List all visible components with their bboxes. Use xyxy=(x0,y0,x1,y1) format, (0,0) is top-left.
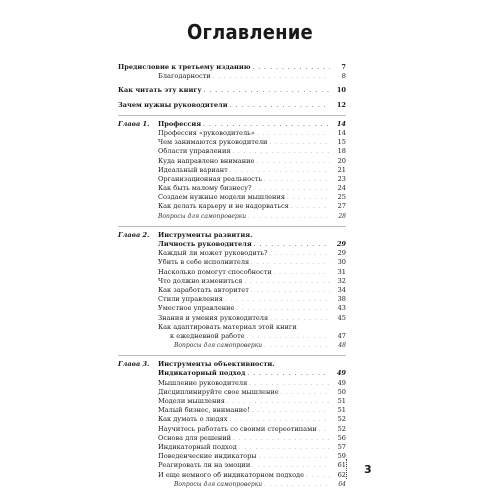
page-number: 3 xyxy=(364,463,372,476)
review-questions-entry xyxy=(118,341,346,350)
toc-entry-label: Реагировать ли на эмоции xyxy=(158,461,251,470)
toc-entry xyxy=(118,323,346,332)
chapter-title: Инструменты объективности. xyxy=(158,360,275,369)
toc-entry xyxy=(118,434,346,443)
toc-entry-label: Научитесь работать со своими стереотипами xyxy=(158,424,317,433)
toc-entry xyxy=(118,72,346,81)
chapter-heading xyxy=(118,120,346,129)
toc-entry xyxy=(118,138,346,147)
chapter-heading-cont xyxy=(118,240,346,249)
toc-entry-label: к ежедневной работе xyxy=(170,331,245,340)
toc-entry-page: 51 xyxy=(337,397,346,405)
toc-entry-page: 24 xyxy=(337,184,346,193)
toc-entry-label: Убить в себе исполнителя xyxy=(158,258,250,267)
toc-entry xyxy=(118,249,346,258)
toc-entry-page: 8 xyxy=(341,72,346,81)
chapter-number: Глава 1. xyxy=(118,119,150,128)
toc-entry xyxy=(118,471,346,480)
toc-entry-page: 25 xyxy=(337,193,346,202)
chapter-page: 29 xyxy=(336,240,346,248)
review-questions-entry xyxy=(118,480,346,489)
chapter-page: 14 xyxy=(336,119,346,128)
toc-entry xyxy=(118,129,346,138)
toc-entry-page: 52 xyxy=(337,424,346,433)
toc-entry xyxy=(118,295,346,304)
toc-entry-page: 48 xyxy=(338,342,346,350)
toc-entry-page: 43 xyxy=(337,304,346,313)
toc-entry-label: Профессия «руководитель» xyxy=(158,128,255,137)
toc-entry xyxy=(118,147,346,156)
toc-entry xyxy=(118,461,346,470)
toc-entry-page: 59 xyxy=(337,452,346,461)
chapter-heading xyxy=(118,360,346,369)
toc-entry-label: Как заработать авторитет xyxy=(158,285,249,294)
toc-entry xyxy=(118,443,346,452)
toc-entry-label: Знания и умения руководителя xyxy=(158,313,269,322)
toc-entry xyxy=(118,388,346,397)
toc-entry-label: Основа для решений xyxy=(158,433,232,442)
toc-entry-label: Мышление руководителя xyxy=(158,378,248,387)
toc-entry xyxy=(118,193,346,202)
toc-entry-label: Насколько помогут способности xyxy=(158,267,272,276)
toc-entry-label: Вопросы для самопроверки xyxy=(174,342,263,350)
toc-entry-page: 15 xyxy=(337,138,346,147)
toc-entry-label: Куда направлено внимание xyxy=(158,156,255,165)
toc-entry xyxy=(118,175,346,184)
toc-entry-page: 23 xyxy=(337,174,346,183)
toc-entry xyxy=(118,406,346,415)
toc-entry-page: 14 xyxy=(337,128,346,137)
review-questions-entry xyxy=(118,212,346,221)
toc-entry-label: Зачем нужны руководители xyxy=(118,100,228,109)
toc-entry xyxy=(118,452,346,461)
table-of-contents xyxy=(118,63,346,489)
toc-entry-label: Вопросы для самопроверки xyxy=(174,480,263,488)
toc-entry-label: Предисловие к третьему изданию xyxy=(118,63,251,71)
toc-entry-label: Как думать о людях xyxy=(158,415,228,424)
toc-entry-label: Вопросы для самопроверки xyxy=(158,212,247,220)
chapter-number: Глава 3. xyxy=(118,360,150,369)
toc-entry-page: 64 xyxy=(338,480,346,488)
toc-entry-page: 45 xyxy=(337,313,346,322)
toc-entry xyxy=(118,397,346,406)
edge-marker xyxy=(346,459,348,479)
toc-entry-label: Малый бизнес, внимание! xyxy=(158,406,250,415)
toc-entry-page: 28 xyxy=(338,212,346,220)
chapter-title-cont: Индикаторный подход xyxy=(158,369,246,378)
dot-leader xyxy=(213,73,330,82)
toc-entry-page: 31 xyxy=(337,267,346,276)
toc-entry-label: Модели мышления xyxy=(158,397,225,405)
toc-entry-label: Дисциплинируйте свое мышление xyxy=(158,387,279,396)
toc-entry-page: 38 xyxy=(337,295,346,304)
toc-entry-page: 57 xyxy=(337,442,346,451)
toc-entry-page: 51 xyxy=(337,406,346,415)
chapter-page: 49 xyxy=(336,369,346,378)
toc-entry-page: 18 xyxy=(337,147,346,156)
chapter-title: Инструменты развития. xyxy=(158,230,253,239)
toc-entry-label: Идеальный вариант xyxy=(158,165,228,174)
toc-entry-page: 56 xyxy=(337,433,346,442)
toc-entry-page: 62 xyxy=(337,470,346,479)
toc-entry-label: Как читать эту книгу xyxy=(118,86,202,95)
toc-entry-page: 50 xyxy=(337,387,346,396)
toc-entry-page: 29 xyxy=(337,249,346,258)
toc-entry-page: 12 xyxy=(336,100,346,109)
chapter-title-cont: Личность руководителя xyxy=(158,240,252,248)
toc-entry-page: 10 xyxy=(336,86,346,95)
toc-entry xyxy=(118,332,346,341)
toc-entry xyxy=(118,415,346,424)
toc-entry-label: Как быть малому бизнесу? xyxy=(158,184,252,193)
toc-entry-page: 20 xyxy=(337,156,346,165)
toc-entry-label: Области управления xyxy=(158,147,231,156)
toc-entry xyxy=(118,101,346,110)
toc-entry-label: Что должно измениться xyxy=(158,276,243,285)
chapter-heading-cont xyxy=(118,369,346,378)
toc-entry xyxy=(118,202,346,211)
dot-leader xyxy=(264,481,330,490)
toc-entry xyxy=(118,157,346,166)
dot-leader xyxy=(230,102,330,111)
toc-entry xyxy=(118,258,346,267)
toc-entry-label: Чем занимаются руководители xyxy=(158,138,268,147)
toc-entry-page: 30 xyxy=(337,258,346,267)
chapter-number: Глава 2. xyxy=(118,230,150,239)
toc-entry xyxy=(118,277,346,286)
toc-entry-label: Создаем нужные модели мышления xyxy=(158,193,285,202)
toc-entry-label: И еще немного об индикаторном подходе xyxy=(158,470,305,479)
toc-entry-label: Организационная реальность xyxy=(158,174,263,183)
page-title: Оглавление xyxy=(187,20,313,44)
toc-entry-page: 21 xyxy=(337,165,346,174)
dot-leader xyxy=(248,213,330,222)
toc-entry xyxy=(118,63,346,72)
toc-entry-page: 49 xyxy=(337,378,346,387)
toc-entry-label: Каждый ли может руководить? xyxy=(158,249,268,258)
toc-entry-label: Индикаторный подход xyxy=(158,442,237,451)
toc-entry-page: 7 xyxy=(341,63,346,71)
toc-entry xyxy=(118,166,346,175)
toc-entry-page: 32 xyxy=(337,276,346,285)
dot-leader xyxy=(264,342,330,351)
toc-entry-page: 27 xyxy=(337,202,346,211)
toc-entry-label: Как делать карьеру и не надорваться xyxy=(158,202,289,211)
toc-entry-label: Уместное управление xyxy=(158,304,235,313)
toc-entry xyxy=(118,86,346,95)
toc-entry-page: 34 xyxy=(337,285,346,294)
toc-entry-label: Благодарности xyxy=(158,72,211,81)
chapter-heading xyxy=(118,231,346,240)
toc-entry-page: 52 xyxy=(337,415,346,424)
chapter-title: Профессия xyxy=(158,119,202,128)
toc-entry xyxy=(118,184,346,193)
toc-entry-page: 47 xyxy=(337,331,346,340)
toc-entry-page: 61 xyxy=(337,461,346,470)
dot-leader xyxy=(204,87,330,96)
toc-entry xyxy=(118,304,346,313)
toc-entry xyxy=(118,425,346,434)
toc-entry xyxy=(118,268,346,277)
toc-entry xyxy=(118,314,346,323)
toc-entry-label: Поведенческие индикаторы xyxy=(158,452,257,461)
toc-entry xyxy=(118,286,346,295)
toc-entry-label: Как адаптировать материал этой книги xyxy=(158,322,297,331)
toc-entry-label: Стили управления xyxy=(158,295,223,304)
toc-entry xyxy=(118,379,346,388)
